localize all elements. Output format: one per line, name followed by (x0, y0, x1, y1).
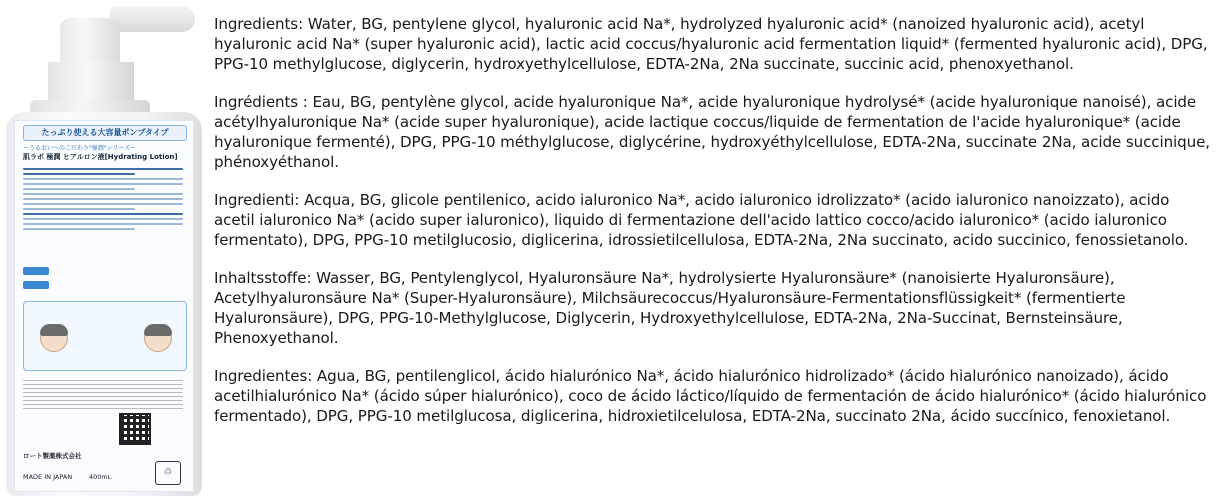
ingredients-german: Inhaltsstoffe: Wasser, BG, Pentylenglycol, Hyaluronsäure Na*, hydrolysierte Hyaluronsäure* (nanoisierte Hyaluronsäure), Acetylhyaluronsäure Na* (Super-Hyaluronsäure), Milchsäurecoccus/Hyaluronsäure-Fermentationsflüssigkeit* (fermentierte Hyaluronsäure), DPG, PPG-10-Methylglucose, Diglycerin, Hydroxyethylcellulose, EDTA-2Na, 2Na-Succinat, Bernsteinsäure, Phenoxyethanol. (214, 269, 1126, 347)
recycle-mark-icon: ♲ (155, 461, 181, 485)
ingredients-english: Ingredients: Water, BG, pentylene glycol, hyaluronic acid Na*, hydrolyzed hyaluronic acid* (nanoized hyaluronic acid), acetyl hyaluronic acid Na* (super hyaluronic acid), lactic acid coccus/hyaluronic acid fermentation liquid* (fermented hyaluronic acid), DPG, PPG-10 methylglucose, diglycerin, hydroxyethylcellulose, EDTA-2Na, 2Na succinate, succinic acid, phenoxyethanol. (214, 15, 1208, 73)
label-volume: 400mL (89, 473, 112, 481)
ingredients-french: Ingrédients : Eau, BG, pentylène glycol, acide hyaluronique Na*, acide hyaluronique hydrolysé* (acide hyaluronique nanoisé), acide acétylhyaluronique Na* (acide super hyaluronique), acide lactique coccus/liquide de fermentation de l'acide hyaluronique* (acide hyaluronique fermenté), DPG, PPG-10 méthylglucose, diglycérine, hydroxyéthylcellulose, EDTA-2Na, succinate 2Na, acide succinique, phénoxyéthanol. (214, 93, 1210, 171)
pump-head (60, 18, 120, 66)
label-company: ロート製薬株式会社 (23, 452, 82, 460)
label-description-lines (23, 165, 183, 233)
ingredients-italian: Ingredienti: Acqua, BG, glicole pentilenico, acido ialuronico Na*, acido ialuronico idrolizzato* (acido ialuronico nanoizzato), acido acetil ialuronico Na* (acido super ialuronico), liquido di fermentazione dell'acido lattico cocco/acido ialuronico* (acido ialuronico fermentato), DPG, PPG-10 metilglucosio, diglicerina, idrossietilcellulosa, EDTA-2Na, 2Na succinato, acido succinico, fenossietanolo. (214, 191, 1189, 249)
pump-neck (48, 62, 134, 102)
face-illustration-icon (40, 324, 68, 352)
qr-code-icon (119, 413, 151, 445)
label-made-in: MADE IN JAPAN (23, 473, 73, 481)
pump-nozzle (110, 6, 195, 32)
ingredients-spanish: Ingredientes: Agua, BG, pentilenglicol, ácido hialurónico Na*, ácido hialurónico hidrolizado* (ácido hialurónico nanoizado), ácido acetilhialurónico Na* (ácido súper hialurónico), coco de ácido láctico/líquido de fermentación de ácido hialurónico* (ácido hialurónico fermentado), DPG, PPG-10 metilglucosa, diglicerina, hidroxietilcelulosa, EDTA-2Na, succinato 2Na, ácido succínico, fenoxietanol. (214, 367, 1207, 425)
ingredient-lists (214, 14, 1214, 444)
bottle-label (14, 120, 194, 492)
face-illustration-icon (144, 324, 172, 352)
label-usage-panel (23, 301, 187, 371)
label-fine-print (23, 377, 183, 412)
label-series: ーうるおいへのこだわり"極潤"シリーズー (23, 145, 136, 152)
label-chip (23, 267, 49, 275)
product-bottle-image (0, 0, 205, 500)
label-banner: たっぷり使える大容量ポンプタイプ (23, 125, 187, 141)
label-product-title: 肌ラボ 極潤 ヒアルロン液[Hydrating Lotion] (23, 153, 178, 161)
label-chip (23, 281, 49, 289)
